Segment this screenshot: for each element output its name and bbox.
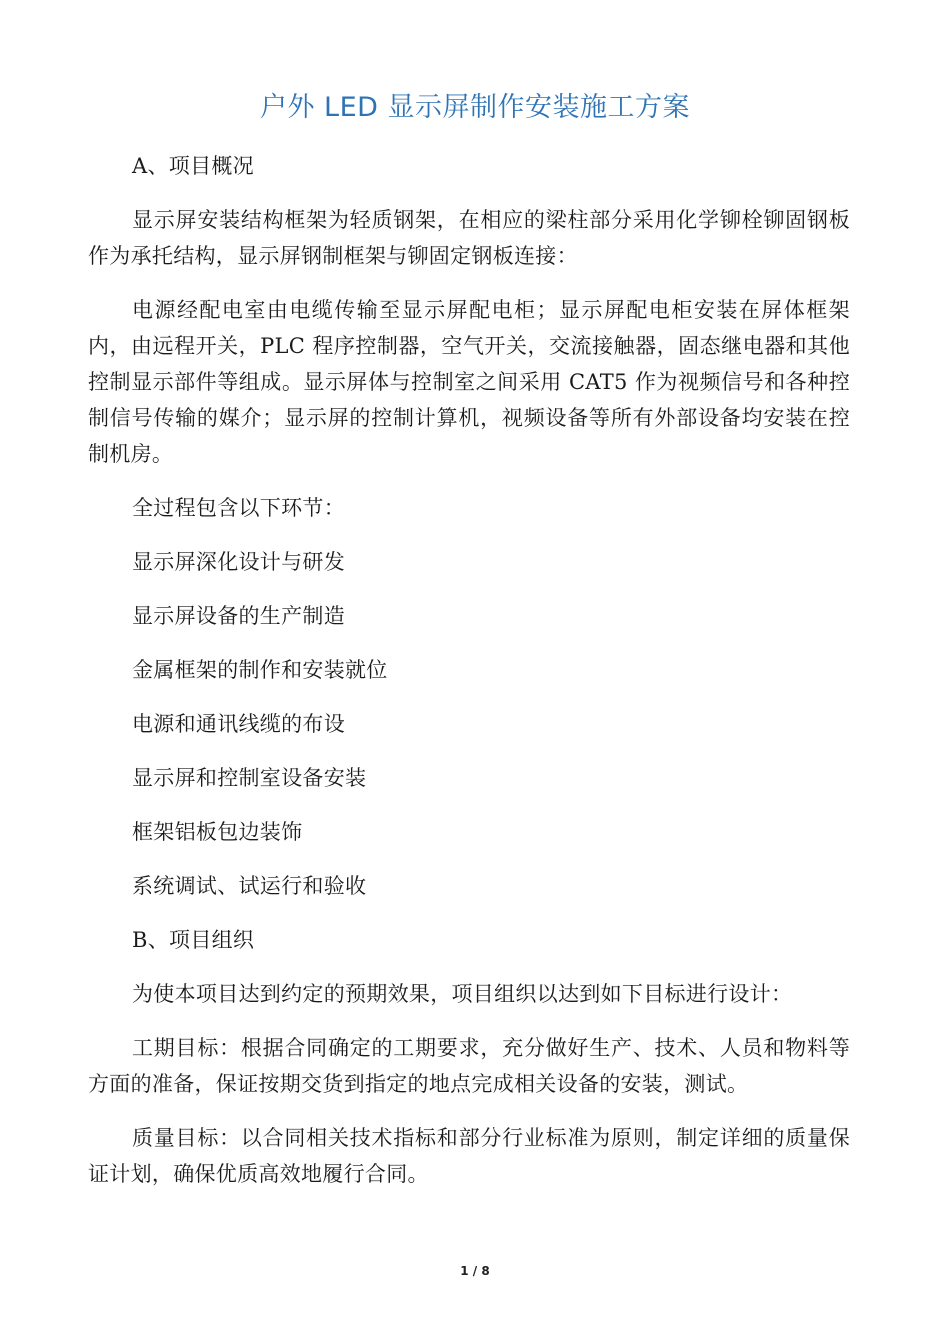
paragraph: 为使本项目达到约定的预期效果，项目组织以达到如下目标进行设计： bbox=[132, 982, 793, 1006]
list-item: 显示屏设备的生产制造 bbox=[132, 604, 345, 628]
page-number: 1 / 8 bbox=[460, 1264, 490, 1278]
list-item: 显示屏和控制室设备安装 bbox=[132, 766, 367, 790]
list-item: 金属框架的制作和安装就位 bbox=[132, 658, 388, 682]
list-item: 框架铝板包边装饰 bbox=[132, 820, 303, 844]
section-heading-a: A、项目概况 bbox=[132, 154, 254, 178]
list-item: 电源和通讯线缆的布设 bbox=[132, 712, 345, 736]
paragraph: 质量目标：以合同相关技术指标和部分行业标准为原则，制定详细的质量保证计划，确保优质高效地履行合同。 bbox=[88, 1126, 850, 1186]
document-body bbox=[88, 148, 850, 1210]
paragraph: 显示屏安装结构框架为轻质钢架，在相应的梁柱部分采用化学铆栓铆固钢板作为承托结构，显示屏钢制框架与铆固定钢板连接： bbox=[88, 208, 850, 268]
paragraph: 全过程包含以下环节： bbox=[132, 496, 345, 520]
section-heading-b: B、项目组织 bbox=[132, 928, 255, 952]
list-item: 系统调试、试运行和验收 bbox=[132, 874, 367, 898]
paragraph: 工期目标：根据合同确定的工期要求，充分做好生产、技术、人员和物料等方面的准备，保证按期交货到指定的地点完成相关设备的安装，测试。 bbox=[88, 1036, 850, 1096]
document-title: 户外 LED 显示屏制作安装施工方案 bbox=[259, 92, 691, 123]
paragraph: 电源经配电室由电缆传输至显示屏配电柜；显示屏配电柜安装在屏体框架内，由远程开关，PLC 程序控制器，空气开关，交流接触器，固态继电器和其他控制显示部件等组成。显示屏体与控制室之间采用 CAT5 作为视频信号和各种控制信号传输的媒介；显示屏的控制计算机，视频设备等所有外部设备均安装在控制机房。 bbox=[88, 298, 850, 466]
list-item: 显示屏深化设计与研发 bbox=[132, 550, 345, 574]
